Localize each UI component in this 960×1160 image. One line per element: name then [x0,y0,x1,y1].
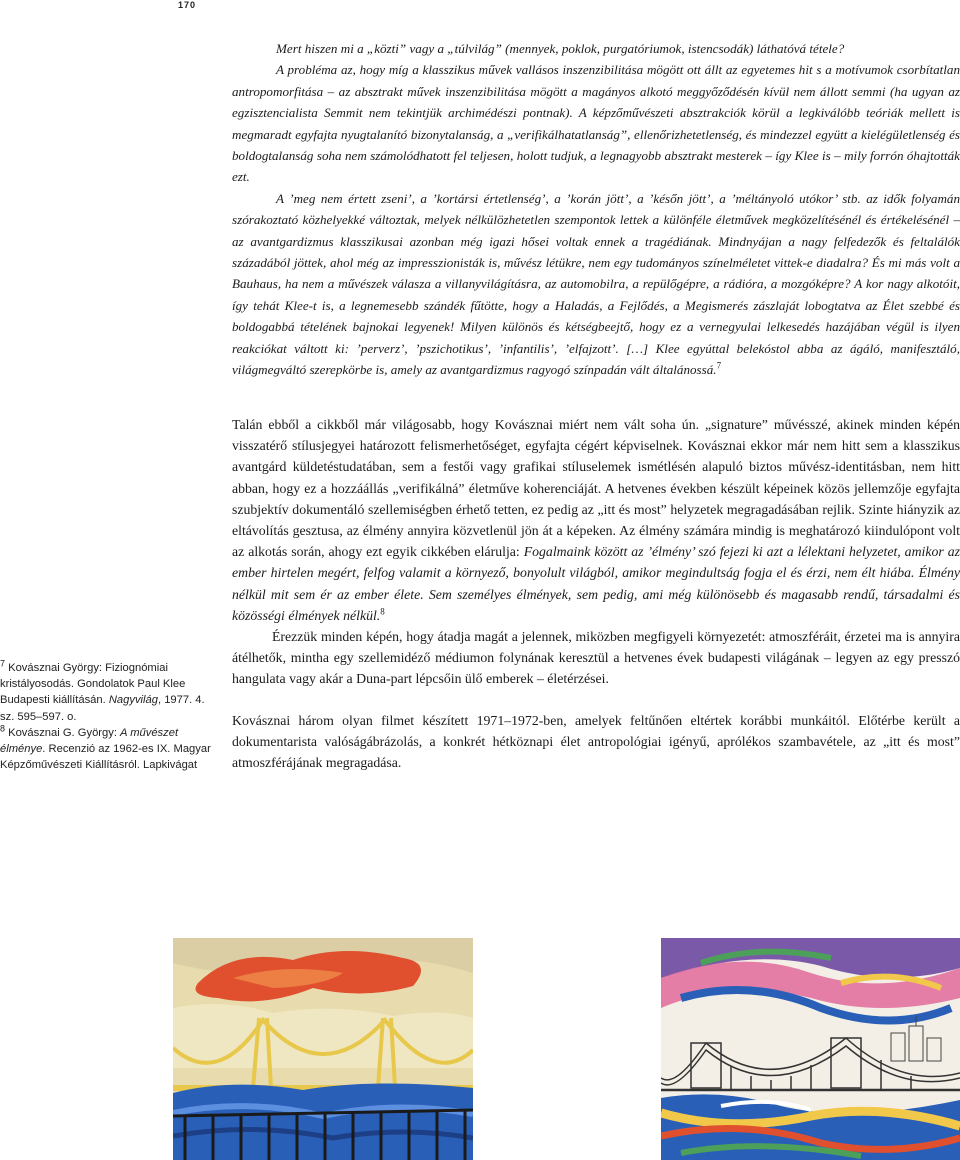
quote-paragraph-1: Mert hiszen mi a „közti” vagy a „túlvilág” (mennyek, poklok, purgatóriumok, istencsodák) láthatóvá tétele? [276,41,845,56]
river [173,1083,473,1160]
footnote-ref-8[interactable]: 8 [380,606,385,617]
footnote-8-text-b: . Recenzió az 1962-es IX. Magyar Képzőművészeti Kiállításról. Lapkivágat [0,743,211,772]
main-paragraph-3: Kovásznai három olyan filmet készített 1971–1972-ben, amelyek feltűnően eltértek korábbi munkáitól. Előtérbe került a dokumentarista valóságábrázolás, a konkrét hétköznapi élet antropológiai igényű, aprólékos szambavétele, az „itt és most” atmoszférájának megragadása. [232,712,960,771]
footnote-8-number: 8 [0,723,6,734]
quote-block [232,38,960,381]
footnote-7-text-a: Kovásznai György: Fiziognómiai kristályosodás. Gondolatok Paul Klee Budapesti kiállításán. [0,662,186,707]
footnote-7 [0,660,216,725]
footnote-7-number: 7 [0,658,6,669]
footnote-8-text-a: Kovásznai G. György: [8,726,117,739]
page-number: 170 [178,0,197,10]
quote-paragraph-2: A probléma az, hogy míg a klasszikus művek vallásos inszenzibilitása mögött ott állt az egyetemes hit s a motívumok csorbítatlan antropomorfitása – az absztrakt művek inszenzibilitása mögött a magányos alkotó meggyőződésén kívül nem állott semmi (ha ugyan az egzisztencialista Semmit nem tekintjük archimédészi pontnak). A képzőművészeti absztrakciók körül a legkiválóbb teóriák mellett is megmaradt egyfajta nyugtalanító bizonytalanság, a „verifikálhatatlanság”, ellenőrizhetetlenség, és mindezzel együtt a kielégületlenség és boldogtalanság soha nem számolódhatott fel teljesen, holott tudjuk, a legnagyobb absztrakt mesterek – így Klee is – mily forrón óhajtották ezt. [232,62,960,185]
main-paragraph-1-text: Talán ebből a cikkből már világosabb, hogy Kovásznai miért nem vált soha ún. „signature” művésszé, akinek minden képén visszatérő stílusjegyei határozott felismerhetőséget, egyfajta cégért képviselnek. Kovásznai ekkor már nem hitt sem a klasszikus avantgárd küldetéstudatában, sem a festői vagy grafikai stíluselemek ismétlésén alapuló biztos művész-identitásban, nem hitt abban, hogy ez a hozzáállás „verifikálná” életműve koherenciáját. A hetvenes években készült képeinek közös jellemzője egyfajta szubjektív dokumentáló szellemiségben érhető tetten, ez pedig az „itt és most” helyzetek megragadásában rejlik. Szinte hiányzik az eltávolítás gesztusa, az élmény annyira közvetlenül jön át a képeken. Az élmény számára mindig is meghatározó kiindulópont volt az alkotás során, ahogy ezt egyik cikkében elárulja: [232,417,960,560]
footnotes [0,660,216,773]
main-paragraph-1 [232,414,960,626]
footnote-7-text-b: , 1977. 4. sz. 595–597. o. [0,694,205,723]
painting-bridge-sunset-image [173,938,473,1160]
footnote-8-title: A művészet élménye [0,726,179,756]
footnote-ref-7[interactable]: 7 [716,360,722,371]
main-text [232,414,960,773]
embedded-quote: Fogalmaink között az ’élmény’ szó fejezi ki azt a lélektani helyzetet, amikor az ember hirtelen megért, felfog valamit a környező, bonyolult világból, amikor megindultság fogja el és érzi, nem élt hiába. Élmény nélkül mit sem ér az ember élete. Sem személyes élmények, sem pedig, ami még különösebb és magasabb rendű, társadalmi és közösségi élmények nélkül. [232,544,960,623]
painting-bridge-sunset [173,938,473,1160]
main-paragraph-2: Érezzük minden képén, hogy átadja magát a jelennek, miközben megfigyeli környezetét: atmoszféráit, érzetei ma is annyira átélhetők, mintha egy szellemidéző médiumon folynának keresztül a hetvenes évek budapesti világának – legyen az egy presszó hangulata vagy akár a Duna-part lépcsőin ülő emberek – életérzései. [232,629,960,687]
painting-chain-bridge-image [661,938,960,1160]
painting-chain-bridge-swirls [661,938,960,1160]
quote-paragraph-3-text: A ’meg nem értett zseni’, a ’kortársi értetlenség’, a ’korán jött’, a ’későn jött’, a ’méltányoló utókor’ stb. az idők folyamán szórakoztató közhelyekké változtak, melyek nélkülözhetetlen szempontok lettek a különféle életművek megközelítésénél és értékelésénél – az avantgardizmus klasszikusai azonban még igazi hősei voltak ennek a tragédiának. Mindnyájan a nagy felfedezők és feltalálók századából jöttek, ahol még az impresszionisták is, művész létükre, nem egy tudományos színelméletet vittek-e diadalra? És mi más volt a Bauhaus, ha nem a művészek válasza a villanyvilágításra, az automobilra, a repülőgépre, a rádióra, a mozgóképre? A kor nagy alkotóit, így tehát Klee-t is, a legnemesebb szándék fűtötte, hogy a Haladás, a Fejlődés, a Megismerés zászlaját lobogtatva az Élet szebbé és boldogabbá tételének bajnokai legyenek! Milyen különös és kétségbeejtő, hogy ez a vernegyulai lelkesedés hazájában végül is ilyen reakciókat váltott ki: ’perverz’, ’pszichotikus’, ’infantilis’, ’elfajzott’. […] Klee egyúttal belekóstol abba az ágáló, manifesztáló, világmegváltó szerepkörbe is, amely az avantgardizmus ragyogó színpadán vált általánossá. [232,190,960,378]
footnote-7-journal: Nagyvilág [108,694,158,707]
footnote-8 [0,725,216,774]
quote-paragraph-3 [232,188,960,381]
